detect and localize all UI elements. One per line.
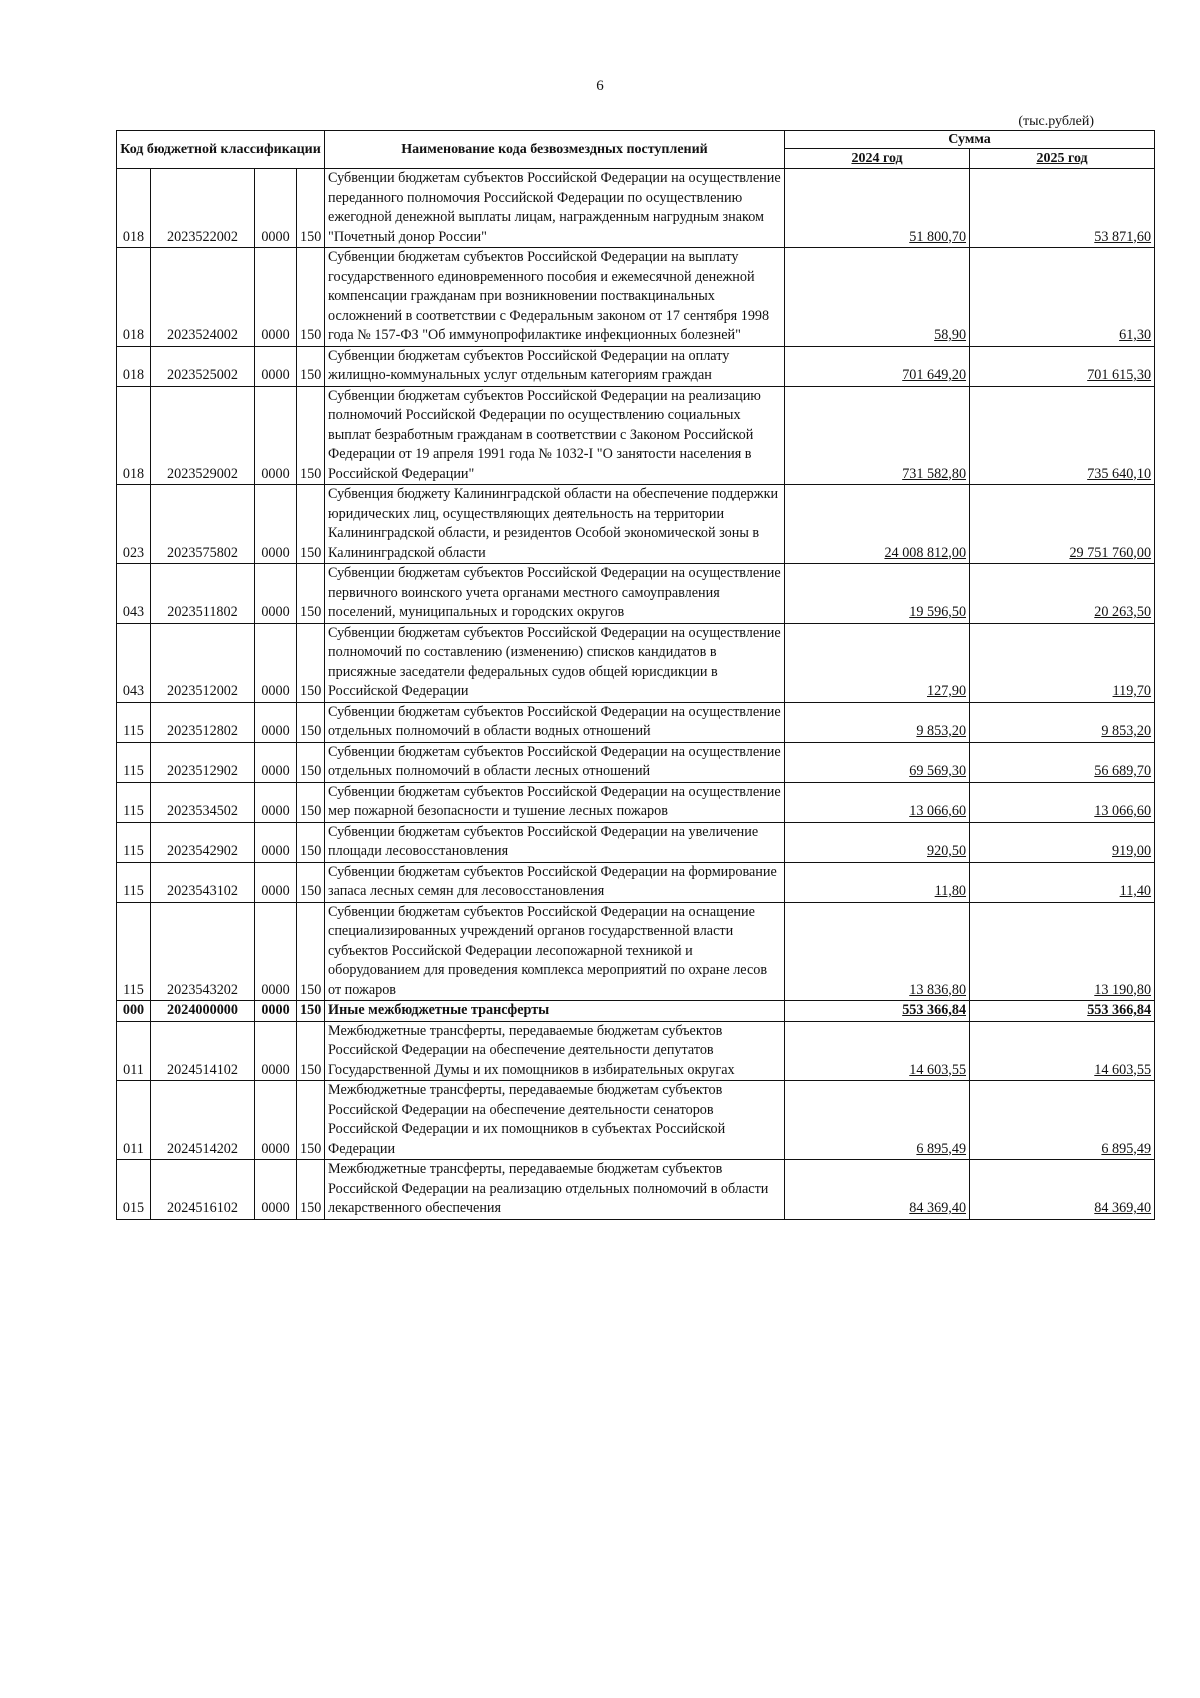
row-kbk-code: 2023524002 [151,248,255,347]
row-amount-2025: 13 190,80 [970,902,1155,1001]
row-econ-code: 150 [297,485,325,564]
row-program-code: 0000 [255,623,297,702]
row-amount-2025: 56 689,70 [970,742,1155,782]
row-program-code: 0000 [255,822,297,862]
row-amount-2025: 61,30 [970,248,1155,347]
row-amount-2024: 24 008 812,00 [785,485,970,564]
table-row [117,742,1155,782]
table-row [117,346,1155,386]
row-amount-2025: 735 640,10 [970,386,1155,485]
row-econ-code: 150 [297,782,325,822]
row-amount-2025: 919,00 [970,822,1155,862]
row-amount-2025: 20 263,50 [970,564,1155,624]
row-amount-2025: 9 853,20 [970,702,1155,742]
row-name: Субвенции бюджетам субъектов Российской Федерации на осуществление отдельных полномочий в области водных отношений [325,702,785,742]
row-amount-2024: 13 836,80 [785,902,970,1001]
row-admin-code: 043 [117,623,151,702]
row-kbk-code: 2023542902 [151,822,255,862]
row-name: Субвенция бюджету Калининградской области на обеспечение поддержки юридических лиц, осуществляющих деятельность на территории Калининградской области, и резидентов Особой экономической зоны в Калининградской области [325,485,785,564]
row-econ-code: 150 [297,346,325,386]
table-row [117,782,1155,822]
row-name: Межбюджетные трансферты, передаваемые бюджетам субъектов Российской Федерации на обеспечение деятельности сенаторов Российской Федерации и их помощников в субъектах Российской Федерации [325,1081,785,1160]
row-amount-2024: 69 569,30 [785,742,970,782]
table-row [117,862,1155,902]
row-name: Субвенции бюджетам субъектов Российской Федерации на осуществление мер пожарной безопасности и тушение лесных пожаров [325,782,785,822]
row-econ-code: 150 [297,862,325,902]
row-program-code: 0000 [255,782,297,822]
row-name: Межбюджетные трансферты, передаваемые бюджетам субъектов Российской Федерации на обеспечение деятельности депутатов Государственной Думы и их помощников в избирательных округах [325,1021,785,1081]
row-admin-code: 115 [117,702,151,742]
table-row [117,822,1155,862]
table-row [117,623,1155,702]
row-program-code: 0000 [255,485,297,564]
row-amount-2024: 58,90 [785,248,970,347]
row-name: Субвенции бюджетам субъектов Российской Федерации на оснащение специализированных учреждений органов государственной власти субъектов Российской Федерации лесопожарной техникой и оборудованием для проведения комплекса мероприятий по охране лесов от пожаров [325,902,785,1001]
row-program-code: 0000 [255,346,297,386]
table-row [117,564,1155,624]
row-admin-code: 115 [117,902,151,1001]
row-amount-2025: 701 615,30 [970,346,1155,386]
row-kbk-code: 2024000000 [151,1001,255,1022]
row-amount-2024: 13 066,60 [785,782,970,822]
row-admin-code: 043 [117,564,151,624]
row-amount-2025: 53 871,60 [970,169,1155,248]
row-program-code: 0000 [255,386,297,485]
row-econ-code: 150 [297,248,325,347]
row-name: Субвенции бюджетам субъектов Российской Федерации на осуществление полномочий по составлению (изменению) списков кандидатов в присяжные заседатели федеральных судов общей юрисдикции в Российской Федерации [325,623,785,702]
table-row [117,169,1155,248]
header-name: Наименование кода безвозмездных поступлений [325,131,785,169]
row-admin-code: 115 [117,822,151,862]
row-amount-2025: 11,40 [970,862,1155,902]
row-name: Субвенции бюджетам субъектов Российской Федерации на оплату жилищно-коммунальных услуг отдельным категориям граждан [325,346,785,386]
header-sum: Сумма [785,131,1155,149]
row-econ-code: 150 [297,1160,325,1220]
row-econ-code: 150 [297,1081,325,1160]
row-amount-2024: 553 366,84 [785,1001,970,1022]
row-kbk-code: 2023529002 [151,386,255,485]
row-name: Иные межбюджетные трансферты [325,1001,785,1022]
row-amount-2025: 6 895,49 [970,1081,1155,1160]
row-kbk-code: 2024514102 [151,1021,255,1081]
row-admin-code: 023 [117,485,151,564]
row-econ-code: 150 [297,386,325,485]
row-kbk-code: 2023512902 [151,742,255,782]
table-row [117,1081,1155,1160]
row-amount-2024: 14 603,55 [785,1021,970,1081]
row-kbk-code: 2023575802 [151,485,255,564]
row-kbk-code: 2023512802 [151,702,255,742]
unit-label: (тыс.рублей) [1018,114,1094,129]
row-kbk-code: 2024514202 [151,1081,255,1160]
row-amount-2025: 119,70 [970,623,1155,702]
row-name: Субвенции бюджетам субъектов Российской Федерации на осуществление первичного воинского учета органами местного самоуправления поселений, муниципальных и городских округов [325,564,785,624]
row-amount-2024: 11,80 [785,862,970,902]
row-program-code: 0000 [255,564,297,624]
row-amount-2025: 14 603,55 [970,1021,1155,1081]
row-admin-code: 018 [117,169,151,248]
row-program-code: 0000 [255,1160,297,1220]
row-amount-2025: 29 751 760,00 [970,485,1155,564]
row-econ-code: 150 [297,822,325,862]
row-admin-code: 115 [117,742,151,782]
table-row [117,248,1155,347]
row-kbk-code: 2024516102 [151,1160,255,1220]
row-amount-2024: 701 649,20 [785,346,970,386]
row-admin-code: 018 [117,248,151,347]
row-program-code: 0000 [255,902,297,1001]
row-amount-2024: 9 853,20 [785,702,970,742]
row-program-code: 0000 [255,702,297,742]
row-amount-2024: 127,90 [785,623,970,702]
row-name: Субвенции бюджетам субъектов Российской Федерации на выплату государственного единовременного пособия и ежемесячной денежной компенсации гражданам при возникновении поствакцинальных осложнений в соответствии с Федеральным законом от 17 сентября 1998 года № 157-ФЗ "Об иммунопрофилактике инфекционных болезней" [325,248,785,347]
row-kbk-code: 2023543202 [151,902,255,1001]
row-econ-code: 150 [297,169,325,248]
row-kbk-code: 2023543102 [151,862,255,902]
budget-table [116,130,1155,1220]
row-amount-2024: 731 582,80 [785,386,970,485]
row-admin-code: 115 [117,782,151,822]
row-program-code: 0000 [255,862,297,902]
row-program-code: 0000 [255,248,297,347]
row-econ-code: 150 [297,902,325,1001]
row-econ-code: 150 [297,1001,325,1022]
table-header [117,131,1155,169]
row-amount-2024: 19 596,50 [785,564,970,624]
row-kbk-code: 2023522002 [151,169,255,248]
table-row [117,1021,1155,1081]
row-econ-code: 150 [297,1021,325,1081]
row-econ-code: 150 [297,702,325,742]
table-row [117,485,1155,564]
row-amount-2024: 6 895,49 [785,1081,970,1160]
row-program-code: 0000 [255,1001,297,1022]
row-kbk-code: 2023512002 [151,623,255,702]
row-name: Субвенции бюджетам субъектов Российской Федерации на осуществление отдельных полномочий в области лесных отношений [325,742,785,782]
page-number: 6 [596,78,604,94]
row-admin-code: 000 [117,1001,151,1022]
row-program-code: 0000 [255,1021,297,1081]
row-program-code: 0000 [255,1081,297,1160]
row-admin-code: 015 [117,1160,151,1220]
row-econ-code: 150 [297,623,325,702]
row-kbk-code: 2023525002 [151,346,255,386]
table-row [117,386,1155,485]
row-amount-2024: 920,50 [785,822,970,862]
row-kbk-code: 2023511802 [151,564,255,624]
table-row [117,902,1155,1001]
row-amount-2025: 13 066,60 [970,782,1155,822]
row-name: Межбюджетные трансферты, передаваемые бюджетам субъектов Российской Федерации на реализацию отдельных полномочий в области лекарственного обеспечения [325,1160,785,1220]
row-name: Субвенции бюджетам субъектов Российской Федерации на реализацию полномочий Российской Федерации по осуществлению социальных выплат безработным гражданам в соответствии с Законом Российской Федерации от 19 апреля 1991 года № 1032-I "О занятости населения в Российской Федерации" [325,386,785,485]
row-admin-code: 011 [117,1081,151,1160]
row-admin-code: 011 [117,1021,151,1081]
header-year-2024: 2024 год [785,149,970,169]
table-row [117,702,1155,742]
row-admin-code: 018 [117,346,151,386]
row-amount-2024: 51 800,70 [785,169,970,248]
row-program-code: 0000 [255,742,297,782]
row-amount-2024: 84 369,40 [785,1160,970,1220]
row-econ-code: 150 [297,564,325,624]
row-program-code: 0000 [255,169,297,248]
row-amount-2025: 553 366,84 [970,1001,1155,1022]
table-row [117,1001,1155,1022]
table-row [117,1160,1155,1220]
row-econ-code: 150 [297,742,325,782]
row-name: Субвенции бюджетам субъектов Российской Федерации на формирование запаса лесных семян для лесовосстановления [325,862,785,902]
row-kbk-code: 2023534502 [151,782,255,822]
header-code-group: Код бюджетной классификации [117,131,325,169]
row-admin-code: 018 [117,386,151,485]
row-name: Субвенции бюджетам субъектов Российской Федерации на увеличение площади лесовосстановления [325,822,785,862]
row-amount-2025: 84 369,40 [970,1160,1155,1220]
row-admin-code: 115 [117,862,151,902]
table-body [117,169,1155,1220]
header-year-2025: 2025 год [970,149,1155,169]
row-name: Субвенции бюджетам субъектов Российской Федерации на осуществление переданного полномочия Российской Федерации по осуществлению ежегодной денежной выплаты лицам, награжденным нагрудным знаком "Почетный донор России" [325,169,785,248]
